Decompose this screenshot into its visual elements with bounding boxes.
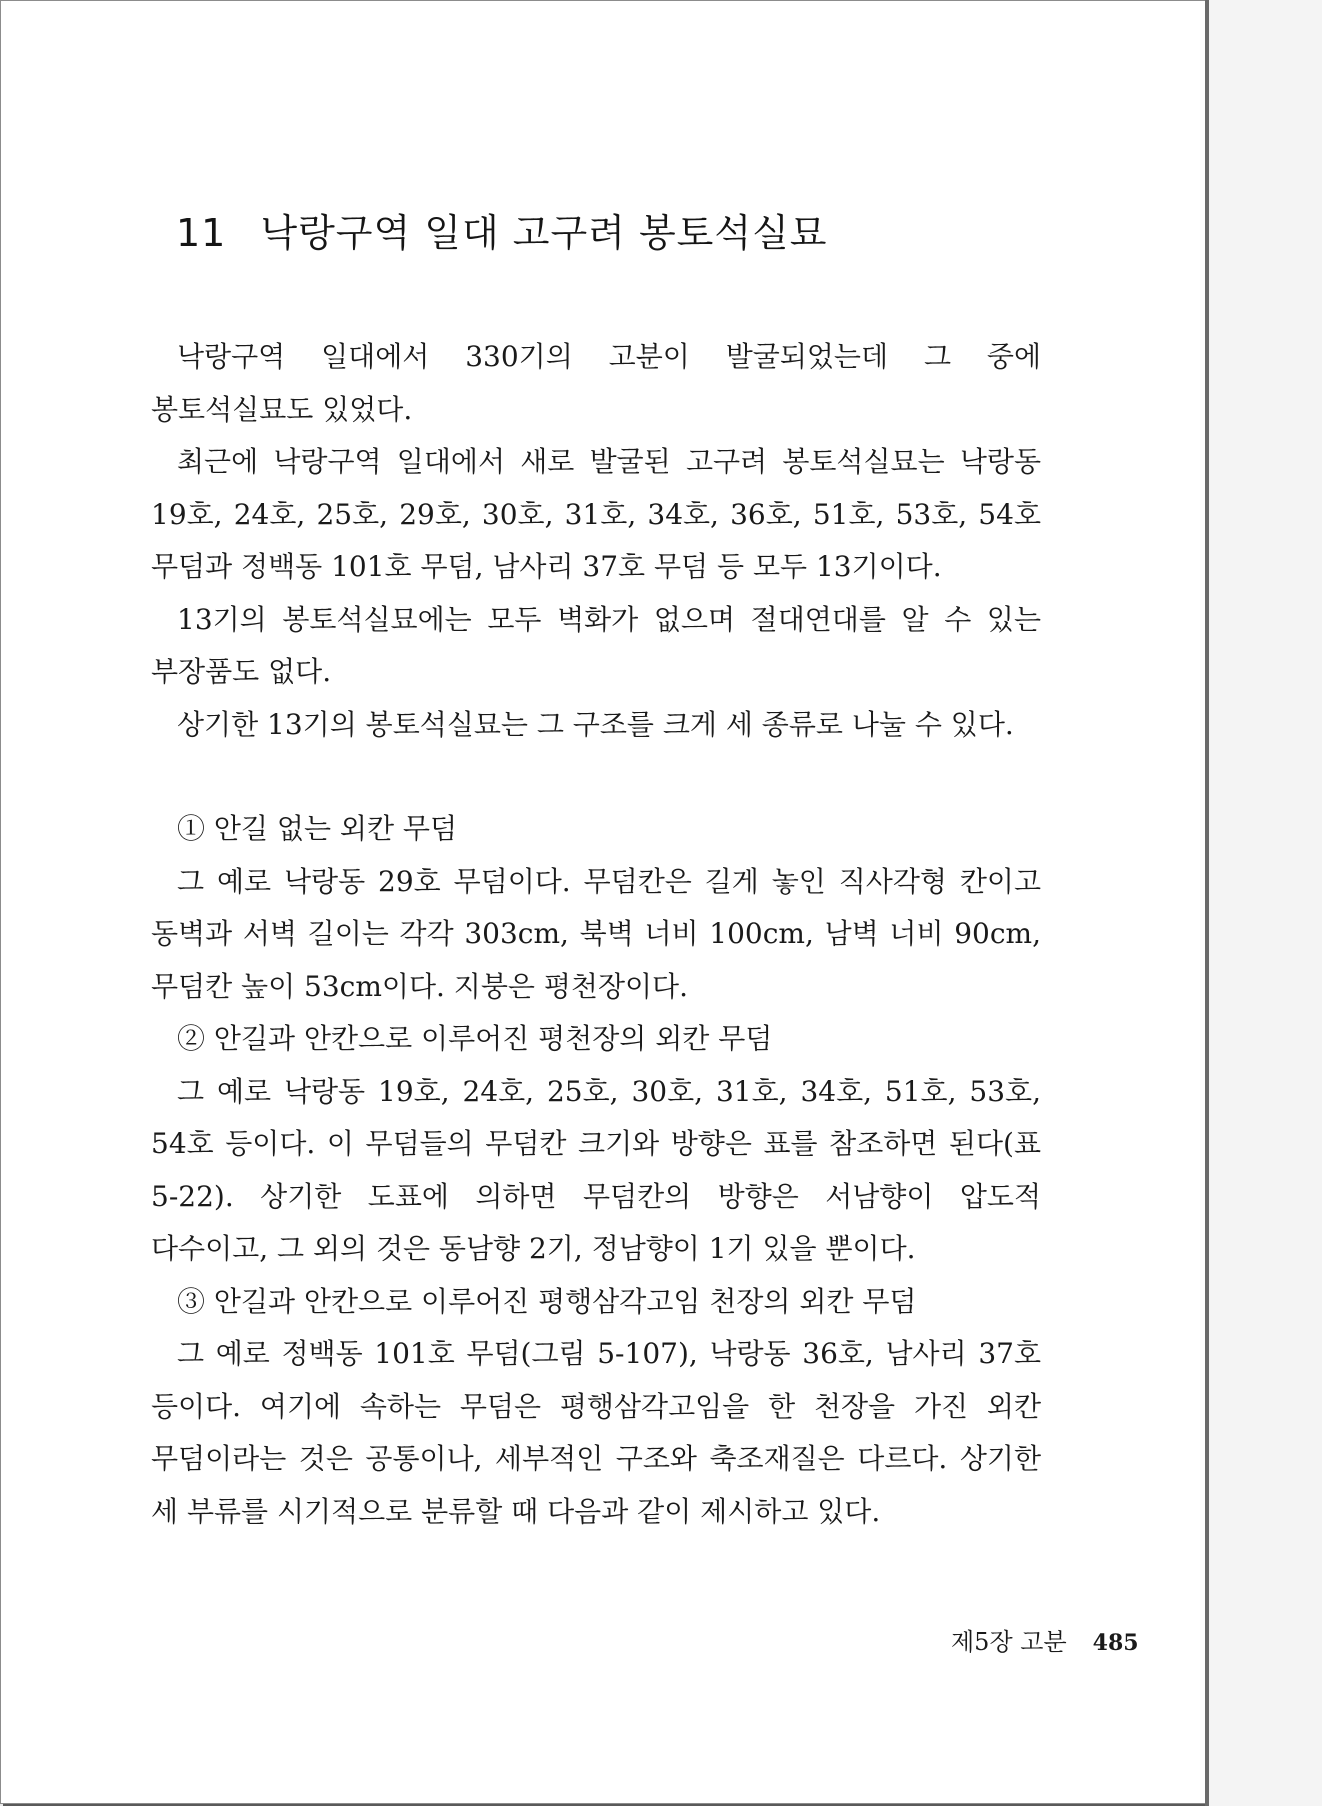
subheading-2: ② 안길과 안칸으로 이루어진 평천장의 외칸 무덤 xyxy=(177,1022,773,1055)
subheading-1: ① 안길 없는 외칸 무덤 xyxy=(177,812,457,845)
viewer-margin xyxy=(1209,0,1322,1806)
paragraph-7: 그 예로 정백동 101호 무덤(그림 5-107), 낙랑동 36호, 남사리 37호 등이다. 여기에 속하는 무덤은 평행삼각고임을 한 천장을 가진 외칸 무덤이라는 것은 공통이나, 세부적인 구조와 축조재질은 다르다. 상기한 세 부류를 시기적으로 분류할 때 다음과 같이 제시하고 있다. xyxy=(151,1337,1041,1528)
paragraph-3: 13기의 봉토석실묘에는 모두 벽화가 없으며 절대연대를 알 수 있는 부장품도 없다. xyxy=(151,602,1041,688)
section-spacer xyxy=(151,751,1041,803)
body-text xyxy=(151,331,1041,1538)
paragraph-6: 그 예로 낙랑동 19호, 24호, 25호, 30호, 31호, 34호, 51호, 53호, 54호 등이다. 이 무덤들의 무덤칸 크기와 방향은 표를 참조하면 된다(표 5-22). 상기한 도표에 의하면 무덤칸의 방향은 서남향이 압도적 다수이고, 그 외의 것은 동남향 2기, 정남향이 1기 있을 뿐이다. xyxy=(151,1074,1041,1265)
paragraph-4: 상기한 13기의 봉토석실묘는 그 구조를 크게 세 종류로 나눌 수 있다. xyxy=(177,707,1014,741)
chapter-title: 낙랑구역 일대 고구려 봉토석실묘 xyxy=(260,211,828,256)
subheading-3: ③ 안길과 안칸으로 이루어진 평행삼각고임 천장의 외칸 무덤 xyxy=(177,1284,917,1318)
chapter-heading xyxy=(176,202,828,257)
running-footer-chapter: 제5장 고분 xyxy=(951,1628,1067,1656)
paragraph-2: 최근에 낙랑구역 일대에서 새로 발굴된 고구려 봉토석실묘는 낙랑동 19호, 24호, 25호, 29호, 30호, 31호, 34호, 36호, 51호, 53호, 54호 무덤과 정백동 101호 무덤, 남사리 37호 무덤 등 모두 13기이다. xyxy=(151,445,1041,583)
page-number: 485 xyxy=(1092,1630,1139,1656)
paragraph-1: 낙랑구역 일대에서 330기의 고분이 발굴되었는데 그 중에 봉토석실묘도 있었다. xyxy=(151,340,1041,426)
page-footer xyxy=(951,1622,1139,1657)
chapter-number: 11 xyxy=(176,211,227,256)
paragraph-5: 그 예로 낙랑동 29호 무덤이다. 무덤칸은 길게 놓인 직사각형 칸이고 동벽과 서벽 길이는 각각 303cm, 북벽 너비 100cm, 남벽 너비 90cm, 무덤칸 높이 53cm이다. 지붕은 평천장이다. xyxy=(151,864,1041,1003)
